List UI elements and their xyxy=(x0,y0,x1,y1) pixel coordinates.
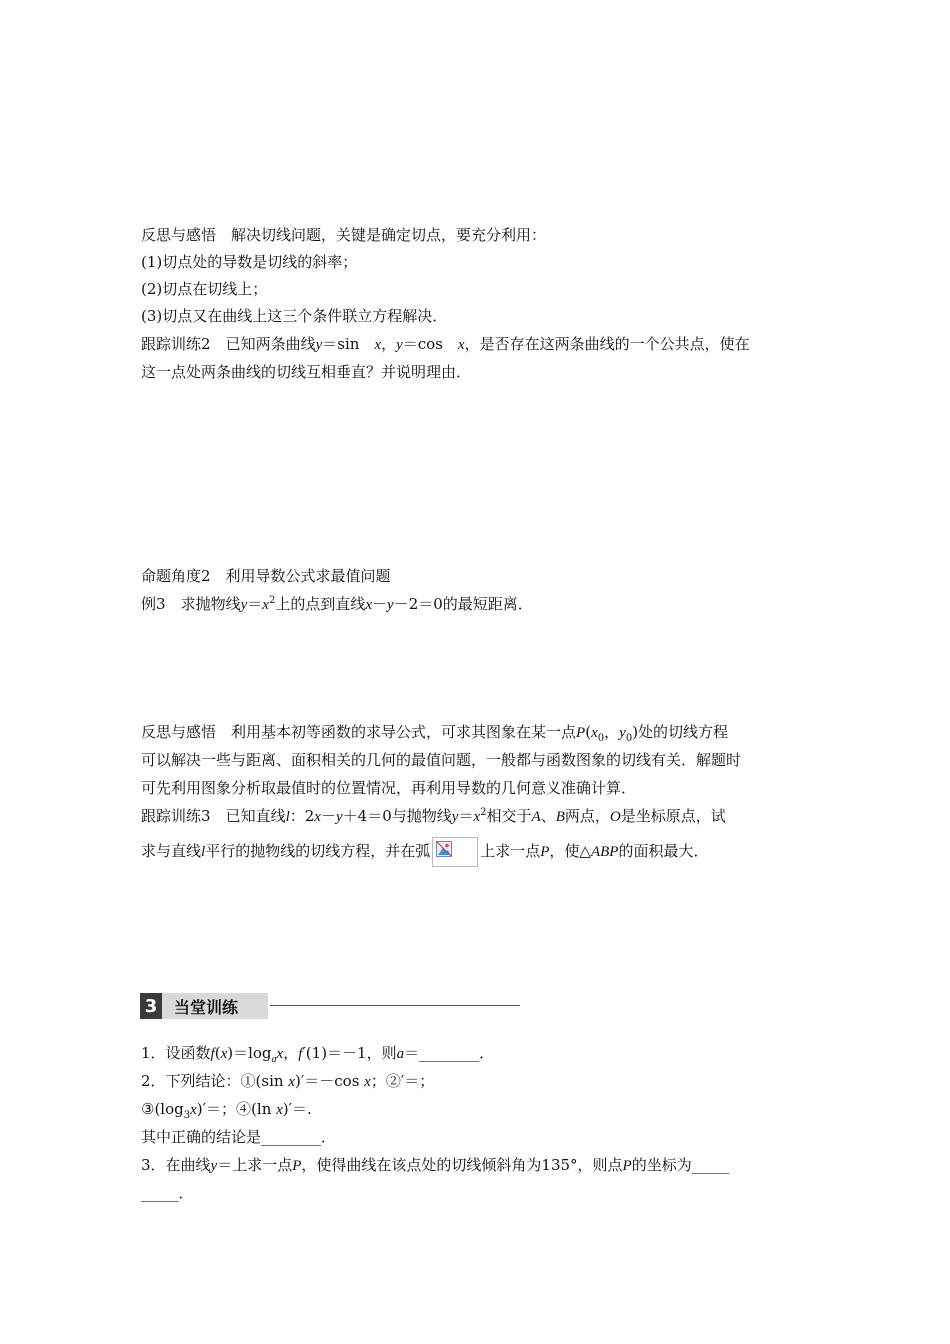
training-2-line-2: 这一点处两条曲线的切线互相垂直？并说明理由． xyxy=(141,363,472,381)
training-label: 跟踪训练3 xyxy=(141,807,211,825)
section-title: 当堂训练 xyxy=(174,997,239,1017)
example-label: 例3 xyxy=(141,595,166,613)
reflection-1-line xyxy=(141,224,546,246)
training-3-line: 跟踪训练3 已知直线l：2x－y＋4＝0与抛物线$y=x^2$相交于A、B两点，O是坐标原点，试 xyxy=(141,807,726,825)
angle-heading: 命题角度2 利用导数公式求最值问题 xyxy=(141,567,391,585)
broken-image-icon xyxy=(432,837,478,867)
training-2-line: 跟踪训练2 已知两条曲线y＝sin x，y＝cos x，是否存在这两条曲线的一个公共点，使在 xyxy=(141,335,750,353)
reflection-2-line-3: 可先利用图象分析取最值时的位置情况，再利用导数的几何意义准确计算． xyxy=(141,779,637,797)
reflection-heading: 反思与感悟 xyxy=(141,226,217,244)
question-2: 2．下列结论：①(sin x)′＝－cos x；②′＝； xyxy=(141,1072,435,1090)
reflection-item-2: (2)切点在切线上； xyxy=(141,280,268,298)
question-2-line-2: $③(\log_3x)'=$；④(ln x)′＝. xyxy=(141,1100,312,1121)
example-3-line: 例3 求抛物线$y=x^2$上的点到直线x－y－2＝0的最短距离． xyxy=(141,595,533,613)
section-header xyxy=(140,993,268,1019)
question-3: 3．在曲线y＝上求一点P，使得曲线在该点处的切线倾斜角为135°，则点P的坐标为_____ xyxy=(141,1156,730,1174)
question-3-line-2: _____． xyxy=(141,1184,194,1202)
training-3-line-2: 求与直线l平行的抛物线的切线方程，并在弧 上求一点P，使△ABP的面积最大． xyxy=(141,837,708,867)
reflection-heading: 反思与感悟 xyxy=(141,723,217,741)
section-number: 3 xyxy=(140,993,162,1019)
section-divider xyxy=(270,1005,520,1006)
question-2-line-3: 其中正确的结论是________． xyxy=(141,1128,337,1146)
reflection-2-line: 反思与感悟 利用基本初等函数的求导公式，可求其图象在某一点$P(x_0$，$y_0$)处的切线方程 xyxy=(141,723,729,744)
training-label: 跟踪训练2 xyxy=(141,335,211,353)
reflection-item-3: (3)切点又在曲线上这三个条件联立方程解决． xyxy=(141,307,448,325)
reflection-item-1: (1)切点处的导数是切线的斜率； xyxy=(141,253,358,271)
question-1: 1．设函数$f(x)=\log_ax$，f′(1)＝－1，则a＝________． xyxy=(141,1044,495,1065)
reflection-2-line-2: 可以解决一些与距离、面积相关的几何的最值问题，一般都与函数图象的切线有关．解题时 xyxy=(141,751,742,769)
reflection-text: 解决切线问题，关键是确定切点，要充分利用： xyxy=(231,226,547,244)
